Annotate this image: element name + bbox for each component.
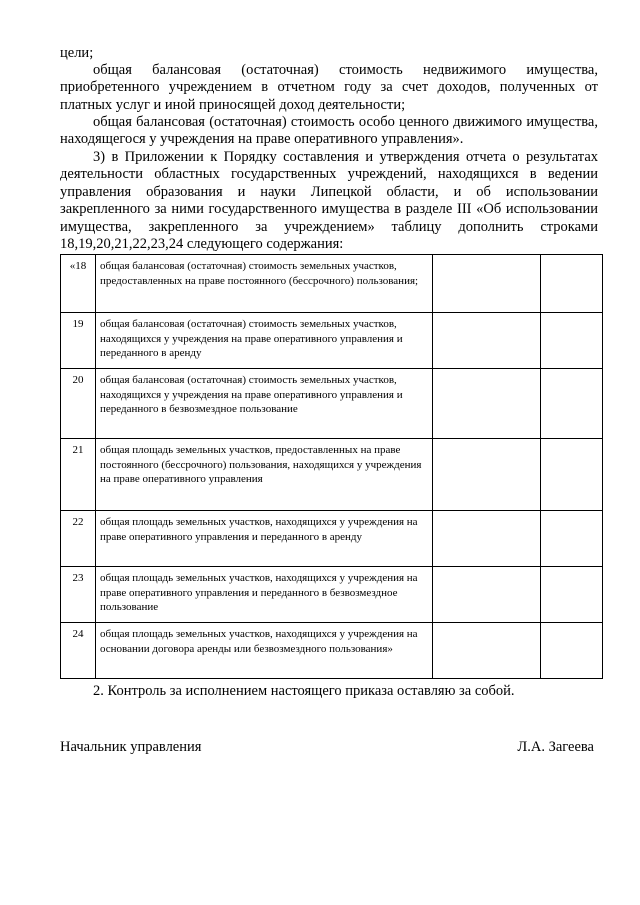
intro-paragraph-4: 3) в Приложении к Порядку составления и утверждения отчета о результатах деятельности областных государственных учреждений, находящихся в ведении управления образования и науки Липецкой области, и об использовании закрепленного за ними государственного имущества в разделе III «Об использовании имущества, закрепленного за учреждением» таблицу дополнить строками 18,19,20,21,22,23,24 следующего содержания: — [60, 149, 598, 253]
row-value-cell — [541, 567, 603, 623]
row-value-cell — [433, 623, 541, 679]
row-number: 19 — [61, 313, 96, 369]
row-value-cell — [433, 567, 541, 623]
intro-paragraph-2: общая балансовая (остаточная) стоимость недвижимого имущества, приобретенного учреждением в отчетном году за счет доходов, полученных от платных услуг и иной приносящей доход деятельности; — [60, 62, 598, 113]
row-number: 20 — [61, 369, 96, 439]
row-number: 24 — [61, 623, 96, 679]
row-description: общая площадь земельных участков, находящихся у учреждения на праве оперативного управления и переданного в аренду — [96, 511, 433, 567]
table-row — [61, 567, 603, 623]
table-row — [61, 623, 603, 679]
row-value-cell — [433, 439, 541, 511]
row-description: общая балансовая (остаточная) стоимость земельных участков, находящихся у учреждения на праве оперативного управления и переданного в аренду — [96, 313, 433, 369]
row-number: 21 — [61, 439, 96, 511]
additions-table — [60, 254, 603, 679]
row-value-cell — [541, 623, 603, 679]
table-row — [61, 439, 603, 511]
table-row — [61, 369, 603, 439]
row-value-cell — [433, 369, 541, 439]
row-description: общая площадь земельных участков, находящихся у учреждения на основании договора аренды или безвозмездного пользования» — [96, 623, 433, 679]
table-row — [61, 511, 603, 567]
row-description: общая балансовая (остаточная) стоимость земельных участков, предоставленных на праве постоянного (бессрочного) пользования; — [96, 255, 433, 313]
signature-position: Начальник управления — [60, 739, 202, 755]
intro-paragraph-1: цели; — [60, 45, 94, 61]
row-value-cell — [433, 255, 541, 313]
row-description: общая площадь земельных участков, находящихся у учреждения на праве оперативного управления и переданного в безвозмездное пользование — [96, 567, 433, 623]
row-description: общая площадь земельных участков, предоставленных на праве постоянного (бессрочного) пользования, находящихся у учреждения на праве оперативного управления — [96, 439, 433, 511]
row-value-cell — [433, 313, 541, 369]
row-description: общая балансовая (остаточная) стоимость земельных участков, находящихся у учреждения на праве оперативного управления и переданного в безвозмездное пользование — [96, 369, 433, 439]
row-value-cell — [541, 369, 603, 439]
row-value-cell — [541, 313, 603, 369]
table-row — [61, 255, 603, 313]
row-number: «18 — [61, 255, 96, 313]
intro-paragraph-3: общая балансовая (остаточная) стоимость особо ценного движимого имущества, находящегося у учреждения на праве оперативного управления». — [60, 114, 598, 148]
final-paragraph: 2. Контроль за исполнением настоящего приказа оставляю за собой. — [93, 683, 515, 699]
row-value-cell — [541, 511, 603, 567]
row-value-cell — [541, 439, 603, 511]
signature-name: Л.А. Загеева — [517, 739, 594, 755]
row-number: 23 — [61, 567, 96, 623]
row-number: 22 — [61, 511, 96, 567]
table-row — [61, 313, 603, 369]
row-value-cell — [541, 255, 603, 313]
row-value-cell — [433, 511, 541, 567]
